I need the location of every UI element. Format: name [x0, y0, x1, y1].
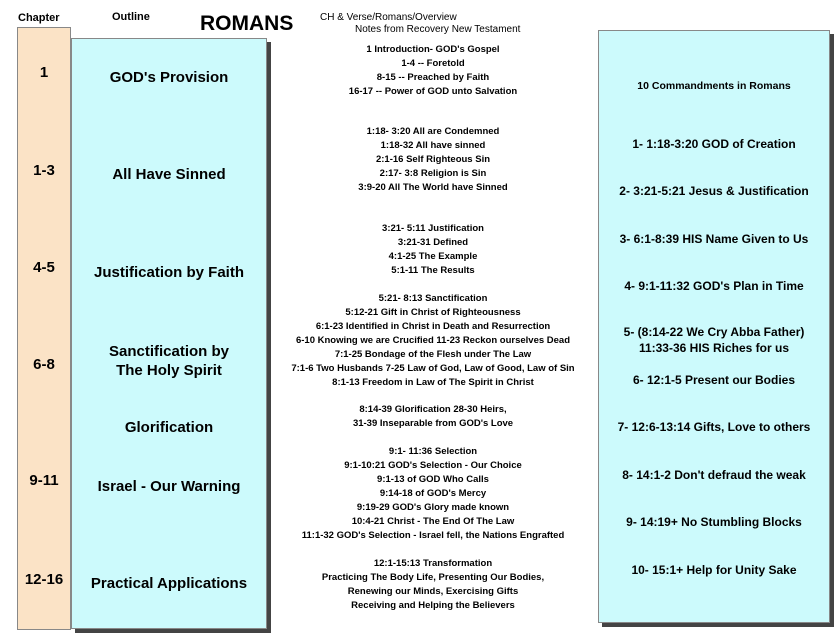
commandment-8: 8- 14:1-2 Don't defraud the weak — [622, 468, 806, 482]
commandments-title: 10 Commandments in Romans — [637, 80, 791, 92]
outline-column — [71, 38, 267, 629]
notes-sinned — [270, 125, 596, 195]
commandment-9: 9- 14:19+ No Stumbling Blocks — [626, 515, 802, 529]
commandment-3: 3- 6:1-8:39 HIS Name Given to Us — [619, 232, 809, 246]
note-line: 5:12-21 Gift in Christ of Righteousness — [345, 307, 521, 318]
outline-sinned: All Have Sinned — [112, 166, 226, 183]
outline-sanctification-1: Sanctification by — [108, 343, 230, 360]
commandment-10: 10- 15:1+ Help for Unity Sake — [631, 563, 797, 577]
notes-glorification — [270, 403, 596, 431]
commandment-6: 6- 12:1-5 Present our Bodies — [632, 373, 796, 387]
note-line: 8-15 -- Preached by Faith — [376, 72, 490, 83]
notes-justification — [270, 222, 596, 278]
note-line: 3:9-20 All The World have Sinned — [358, 182, 508, 193]
note-line: 5:21- 8:13 Sanctification — [378, 293, 488, 304]
commandment-7: 7- 12:6-13:14 Gifts, Love to others — [617, 420, 811, 434]
note-line: 9:14-18 of GOD's Mercy — [379, 488, 487, 499]
commandment-1: 1- 1:18-3:20 GOD of Creation — [632, 137, 796, 151]
note-line: 2:17- 3:8 Religion is Sin — [379, 168, 487, 179]
note-line: 9:1-13 of GOD Who Calls — [377, 474, 489, 485]
note-line: 12:1-15:13 Transformation — [373, 558, 493, 569]
chapter-1: 1 — [39, 64, 49, 81]
note-line: 16-17 -- Power of GOD unto Salvation — [348, 86, 518, 97]
note-line: 9:1- 11:36 Selection — [388, 446, 478, 457]
outline-provision: GOD's Provision — [109, 69, 229, 86]
chapter-column — [17, 27, 71, 630]
page-subtitle-1: CH & Verse/Romans/Overview — [320, 12, 457, 23]
note-line: 6-10 Knowing we are Crucified 11-23 Reckon ourselves Dead — [295, 335, 571, 346]
note-line: 1:18-32 All have sinned — [380, 140, 486, 151]
chapter-12-16: 12-16 — [24, 571, 64, 588]
page-subtitle-2: Notes from Recovery New Testament — [355, 24, 521, 35]
note-line: 1-4 -- Foretold — [401, 58, 465, 69]
outline-israel: Israel - Our Warning — [97, 478, 241, 495]
note-line: Receiving and Helping the Believers — [351, 600, 515, 611]
chapter-1-3: 1-3 — [33, 162, 55, 179]
commandment-5b: 11:33-36 HIS Riches for us — [638, 341, 790, 355]
note-line: 8:1-13 Freedom in Law of The Spirit in Christ — [332, 377, 534, 388]
note-line: 3:21- 5:11 Justification — [382, 223, 484, 234]
chapter-6-8: 6-8 — [33, 356, 55, 373]
outline-sanctification-2: The Holy Spirit — [116, 362, 222, 379]
note-line: 10:4-21 Christ - The End Of The Law — [351, 516, 515, 527]
commandment-5a: 5- (8:14-22 We Cry Abba Father) — [623, 325, 805, 339]
note-line: 4:1-25 The Example — [388, 251, 478, 262]
outline-practical: Practical Applications — [90, 575, 248, 592]
note-line: Practicing The Body Life, Presenting Our Bodies, — [321, 572, 545, 583]
note-line: 7:1-25 Bondage of the Flesh under The Law — [334, 349, 532, 360]
commandment-4: 4- 9:1-11:32 GOD's Plan in Time — [624, 279, 804, 293]
page-title: ROMANS — [200, 12, 294, 35]
outline-header: Outline — [112, 11, 150, 23]
notes-provision — [270, 43, 596, 99]
note-line: 5:1-11 The Results — [391, 265, 475, 276]
note-line: 9:19-29 GOD's Glory made known — [356, 502, 510, 513]
notes-sanctification — [270, 292, 596, 390]
chapter-header: Chapter — [18, 12, 60, 24]
outline-justification: Justification by Faith — [93, 264, 244, 281]
note-line: 1 Introduction- GOD's Gospel — [366, 44, 500, 55]
chapter-9-11: 9-11 — [29, 472, 59, 489]
notes-israel — [270, 445, 596, 543]
note-line: 3:21-31 Defined — [397, 237, 469, 248]
note-line: 7:1-6 Two Husbands 7-25 Law of God, Law of Good, Law of Sin — [291, 363, 575, 374]
note-line: 31-39 Inseparable from GOD's Love — [352, 418, 514, 429]
note-line: 11:1-32 GOD's Selection - Israel fell, the Nations Engrafted — [301, 530, 565, 541]
chapter-4-5: 4-5 — [33, 259, 55, 276]
note-line: 2:1-16 Self Righteous Sin — [375, 154, 491, 165]
note-line: 1:18- 3:20 All are Condemned — [366, 126, 500, 137]
notes-practical — [270, 557, 596, 613]
outline-glorification: Glorification — [124, 419, 214, 436]
note-line: 8:14-39 Glorification 28-30 Heirs, — [359, 404, 507, 415]
note-line: 9:1-10:21 GOD's Selection - Our Choice — [344, 460, 522, 471]
commandment-2: 2- 3:21-5:21 Jesus & Justification — [619, 184, 809, 198]
note-line: Renewing our Minds, Exercising Gifts — [347, 586, 519, 597]
note-line: 6:1-23 Identified in Christ in Death and Resurrection — [315, 321, 551, 332]
